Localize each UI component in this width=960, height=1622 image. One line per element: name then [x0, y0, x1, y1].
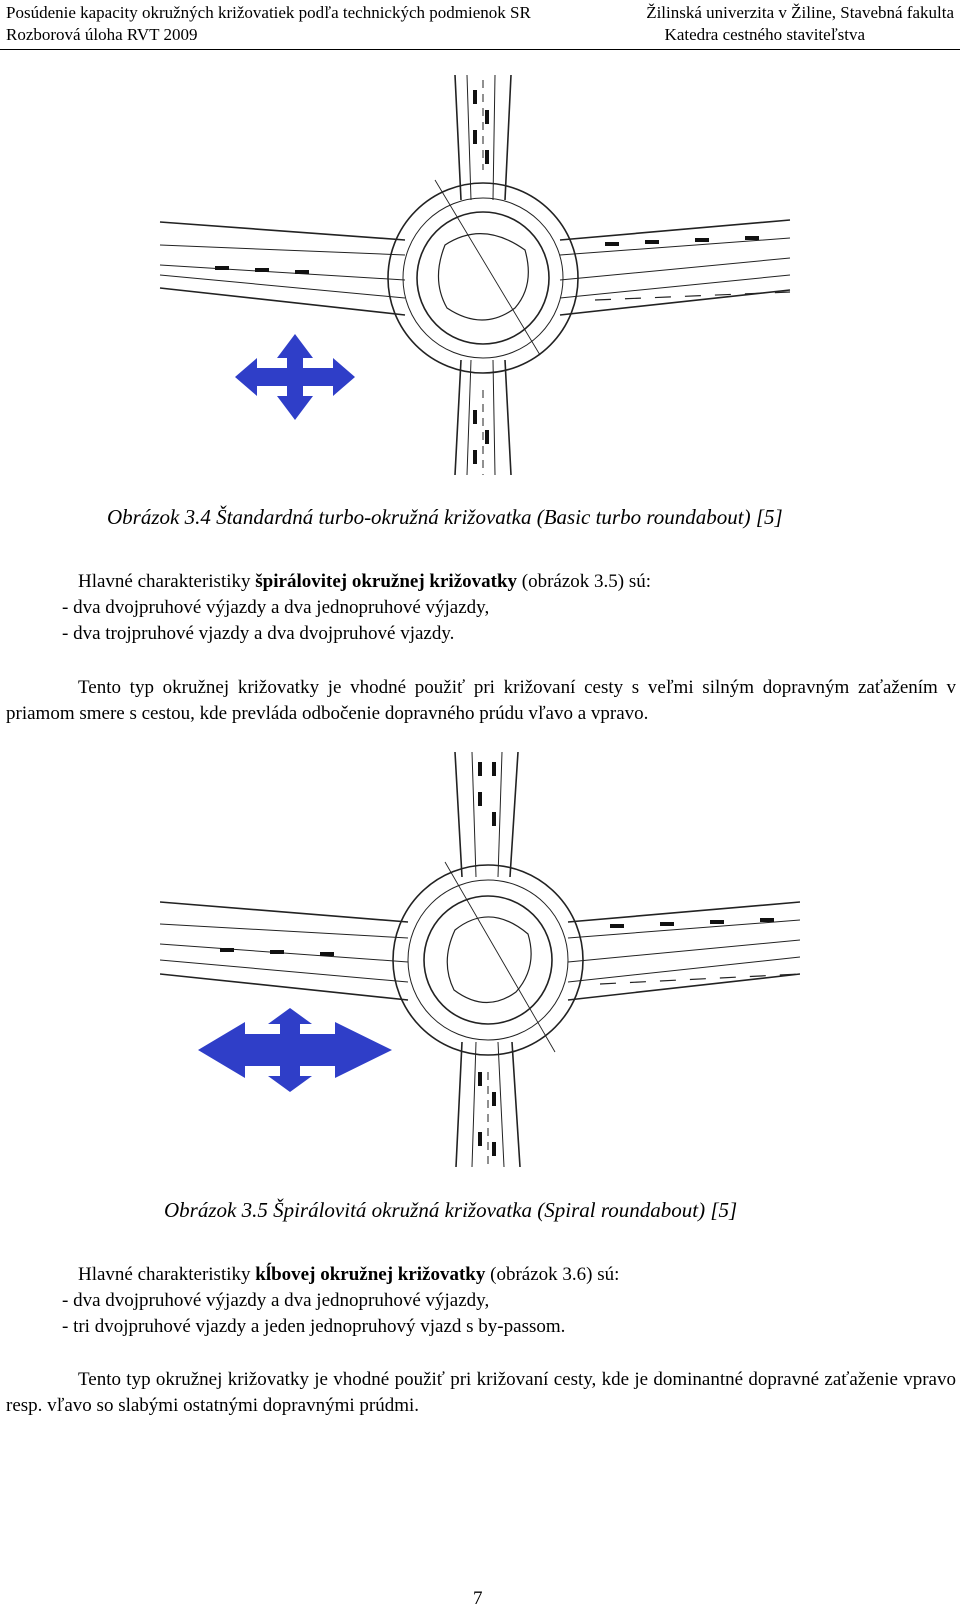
figure-spiral-roundabout	[160, 752, 800, 1170]
section2-intro-prefix: Hlavné charakteristiky	[78, 1264, 256, 1285]
section1-bullet-2: - dva trojpruhové vjazdy a dva dvojpruhové vjazdy.	[62, 623, 455, 644]
section2-intro	[78, 1262, 619, 1288]
roundabout-diagram-1	[155, 70, 795, 480]
page-number: 7	[473, 1588, 483, 1609]
section2-bullet-1: - dva dvojpruhové výjazdy a dva jednopruhové výjazdy,	[62, 1290, 490, 1311]
header-document-title: Posúdenie kapacity okružných križovatiek podľa technických podmienok SR	[6, 3, 531, 22]
figure-caption-3-4: Obrázok 3.4 Štandardná turbo-okružná križovatka (Basic turbo roundabout) [5]	[107, 505, 783, 529]
figure-basic-turbo-roundabout	[155, 70, 795, 480]
section1-intro-prefix: Hlavné charakteristiky	[78, 571, 256, 592]
section2-intro-bold: kĺbovej okružnej križovatky	[255, 1264, 486, 1285]
section1-intro	[78, 569, 651, 595]
figure-caption-3-5: Obrázok 3.5 Špirálovitá okružná križovatka (Spiral roundabout) [5]	[164, 1198, 738, 1222]
section1-text: Tento typ okružnej križovatky je vhodné použiť pri križovaní cesty s veľmi silným dopravným zaťažením v priamom smere s cestou, kde prevláda odbočenie dopravného prúdu vľavo a vpravo.	[6, 677, 956, 724]
direction-arrow-icon	[235, 334, 355, 420]
roundabout-diagram-2	[160, 752, 800, 1170]
section1-bullet-1: - dva dvojpruhové výjazdy a dva jednopruhové výjazdy,	[62, 597, 490, 618]
page-header	[0, 0, 960, 52]
section1-intro-bold: špirálovitej okružnej križovatky	[255, 571, 518, 592]
section2-bullet-2: - tri dvojpruhové vjazdy a jeden jednopruhový vjazd s by-passom.	[62, 1316, 566, 1337]
section2-text: Tento typ okružnej križovatky je vhodné použiť pri križovaní cesty, kde je dominantné dopravné zaťaženie vpravo resp. vľavo so slabými ostatnými dopravnými prúdmi.	[6, 1369, 956, 1416]
direction-arrow-icon	[198, 1008, 392, 1092]
section2-intro-suffix: (obrázok 3.6) sú:	[485, 1264, 620, 1285]
header-university: Žilinská univerzita v Žiline, Stavebná fakulta	[646, 3, 954, 22]
section1-intro-suffix: (obrázok 3.5) sú:	[517, 571, 652, 592]
header-rule	[0, 49, 960, 50]
header-subtitle: Rozborová úloha RVT 2009	[6, 25, 198, 44]
header-department: Katedra cestného staviteľstva	[664, 25, 865, 44]
